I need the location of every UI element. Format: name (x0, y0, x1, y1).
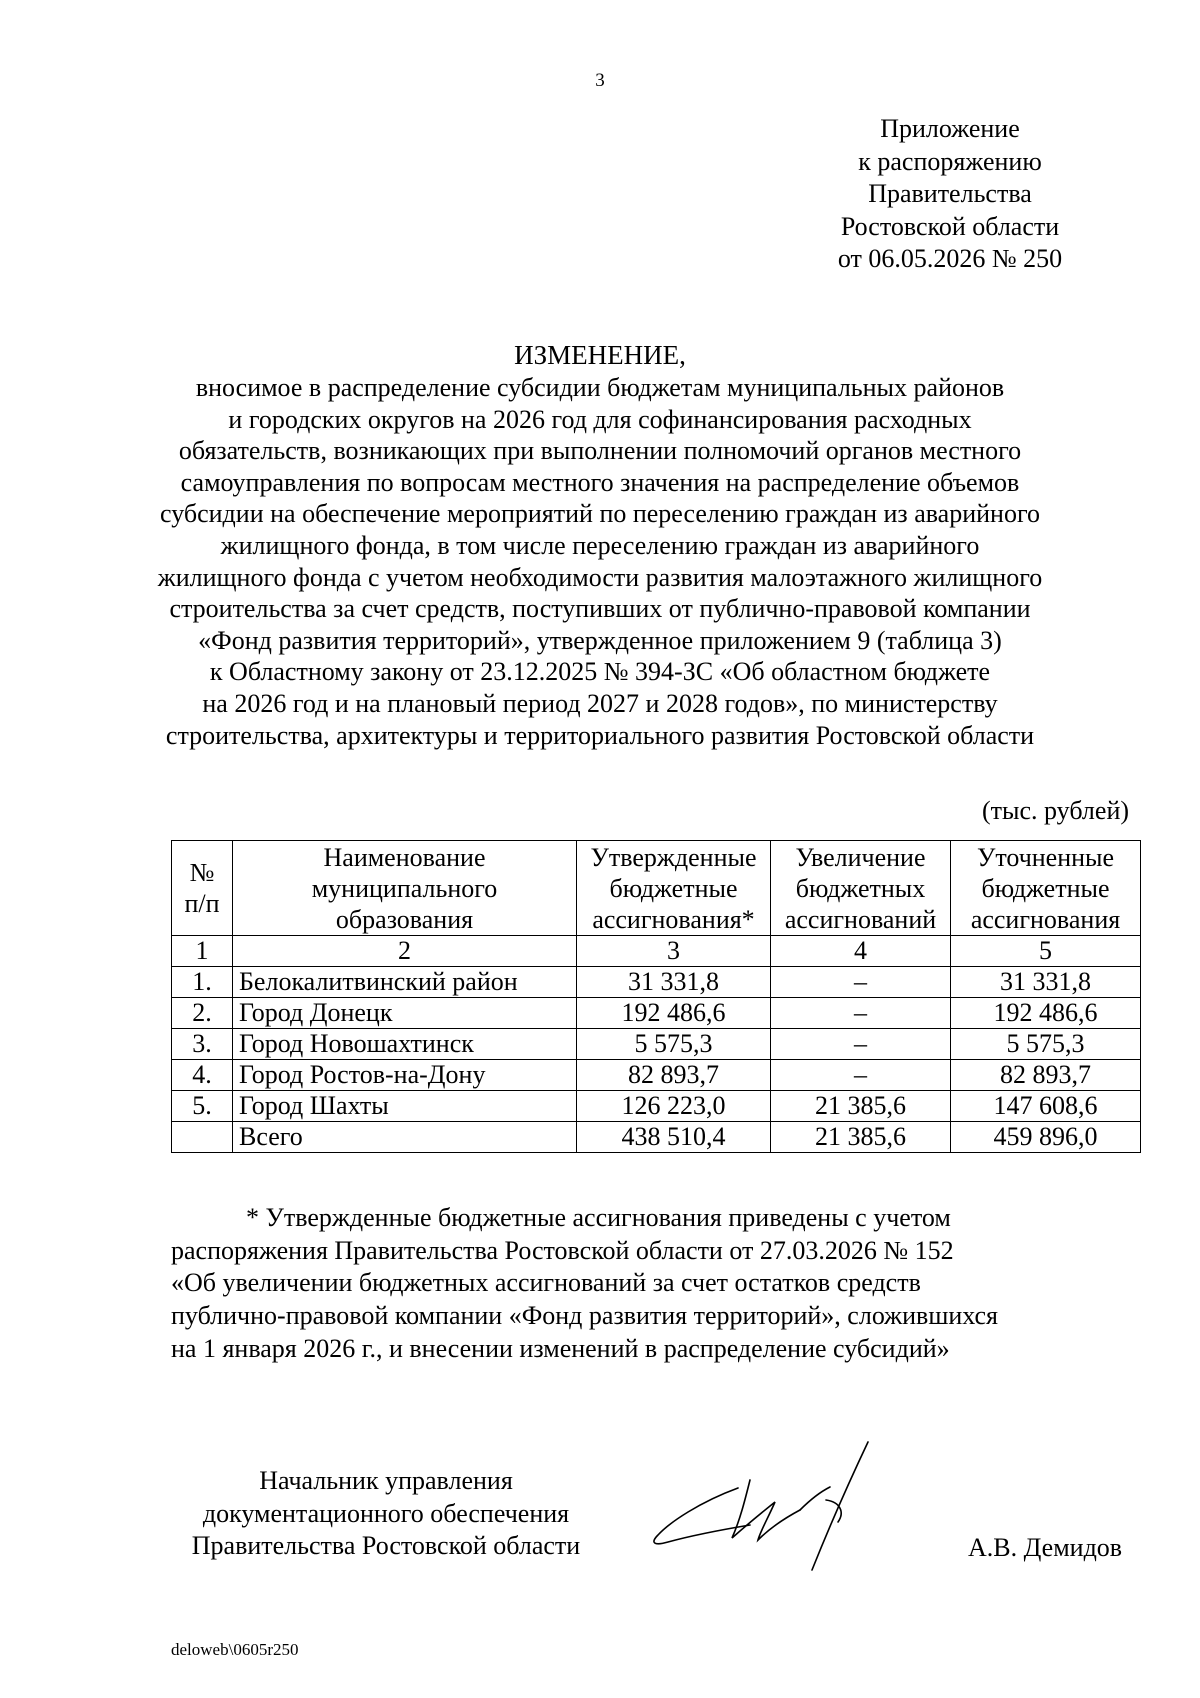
subtitle-line: самоуправления по вопросам местного значения на распределение объемов (180, 467, 1020, 497)
municipality-name: Белокалитвинский район (233, 967, 577, 998)
appendix-line: Приложение (880, 114, 1020, 143)
document-title: ИЗМЕНЕНИЕ, (514, 340, 686, 370)
approved-value: 82 893,7 (577, 1060, 771, 1091)
increase-value: 21 385,6 (771, 1091, 951, 1122)
footnote-line: распоряжения Правительства Ростовской области от 27.03.2026 № 152 (171, 1235, 954, 1265)
table-row (172, 1060, 1141, 1091)
appendix-line: Ростовской области (840, 211, 1060, 241)
subtitle-line: вносимое в распределение субсидии бюджетам муниципальных районов (195, 373, 1005, 402)
signer-position-line: Начальник управления (259, 1466, 513, 1495)
table-row (172, 967, 1141, 998)
subtitle-line: жилищного фонда с учетом необходимости развития малоэтажного жилищного (157, 562, 1043, 592)
handwritten-signature (640, 1440, 940, 1590)
column-number-row (172, 936, 1141, 967)
refined-value: 5 575,3 (951, 1029, 1141, 1060)
column-number: 5 (951, 936, 1141, 967)
header-number: № п/п (172, 841, 233, 936)
table-row (172, 1029, 1141, 1060)
appendix-line: от 06.05.2026 № 250 (837, 244, 1063, 273)
footnote-line: «Об увеличении бюджетных ассигнований за счет остатков средств (171, 1268, 921, 1298)
municipality-name: Город Ростов-на-Дону (233, 1060, 577, 1091)
document-subtitle (150, 372, 1050, 751)
row-number: 4. (172, 1060, 233, 1091)
row-number: 5. (172, 1091, 233, 1122)
municipality-name: Город Донецк (233, 998, 577, 1029)
units-label: (тыс. рублей) (982, 796, 1130, 825)
total-increase: 21 385,6 (771, 1122, 951, 1153)
header-refined: Уточненные бюджетные ассигнования (951, 841, 1141, 936)
signer-position (171, 1465, 601, 1563)
subtitle-line: к Областному закону от 23.12.2025 № 394-ЗС «Об областном бюджете (209, 657, 991, 687)
refined-value: 82 893,7 (951, 1060, 1141, 1091)
header-approved: Утвержденные бюджетные ассигнования* (577, 841, 771, 936)
file-reference: deloweb\0605r250 (171, 1640, 299, 1659)
subtitle-line: субсидии на обеспечение мероприятий по переселению граждан из аварийного (160, 499, 1040, 529)
appendix-line: Правительства (868, 179, 1032, 208)
row-number: 3. (172, 1029, 233, 1060)
signer-position-line: документационного обеспечения (202, 1498, 570, 1528)
column-number: 2 (233, 936, 577, 967)
increase-value: – (771, 998, 951, 1029)
subtitle-line: строительства за счет средств, поступивших от публично-правовой компании (169, 594, 1031, 624)
table-header-row (172, 841, 1141, 936)
header-municipality: Наименование муниципального образования (233, 841, 577, 936)
header-increase: Увеличение бюджетных ассигнований (771, 841, 951, 936)
approved-value: 5 575,3 (577, 1029, 771, 1060)
increase-value: – (771, 1029, 951, 1060)
approved-value: 31 331,8 (577, 967, 771, 998)
table-row (172, 998, 1141, 1029)
total-refined: 459 896,0 (951, 1122, 1141, 1153)
total-approved: 438 510,4 (577, 1122, 771, 1153)
budget-table (171, 840, 1141, 1153)
total-label: Всего (233, 1122, 577, 1153)
increase-value: – (771, 1060, 951, 1091)
appendix-line: к распоряжению (858, 146, 1042, 176)
footnote-line: * Утвержденные бюджетные ассигнования приведены с учетом (246, 1203, 951, 1232)
refined-value: 192 486,6 (951, 998, 1141, 1029)
municipality-name: Город Шахты (233, 1091, 577, 1122)
subtitle-line: «Фонд развития территорий», утвержденное приложением 9 (таблица 3) (198, 625, 1002, 655)
column-number: 1 (172, 936, 233, 967)
signer-position-line: Правительства Ростовской области (191, 1531, 581, 1560)
page-number: 3 (595, 70, 605, 91)
subtitle-line: жилищного фонда, в том числе переселению граждан из аварийного (220, 530, 980, 560)
table-row (172, 1091, 1141, 1122)
refined-value: 31 331,8 (951, 967, 1141, 998)
increase-value: – (771, 967, 951, 998)
municipality-name: Город Новошахтинск (233, 1029, 577, 1060)
subtitle-line: обязательств, возникающих при выполнении полномочий органов местного (178, 436, 1022, 466)
footnote (171, 1202, 1140, 1366)
total-number (172, 1122, 233, 1153)
subtitle-line: строительства, архитектуры и территориального развития Ростовской области (165, 720, 1035, 750)
column-number: 4 (771, 936, 951, 967)
row-number: 1. (172, 967, 233, 998)
footnote-line: на 1 января 2026 г., и внесении изменений в распределение субсидий» (171, 1333, 950, 1363)
column-number: 3 (577, 936, 771, 967)
appendix-block (820, 113, 1080, 276)
subtitle-line: и городских округов на 2026 год для софинансирования расходных (228, 404, 972, 434)
table-total-row (172, 1122, 1141, 1153)
approved-value: 192 486,6 (577, 998, 771, 1029)
signer-name: А.В. Демидов (968, 1533, 1123, 1562)
approved-value: 126 223,0 (577, 1091, 771, 1122)
footnote-line: публично-правовой компании «Фонд развития территорий», сложившихся (171, 1301, 999, 1331)
row-number: 2. (172, 998, 233, 1029)
subtitle-line: на 2026 год и на плановый период 2027 и 2028 годов», по министерству (202, 688, 998, 718)
refined-value: 147 608,6 (951, 1091, 1141, 1122)
